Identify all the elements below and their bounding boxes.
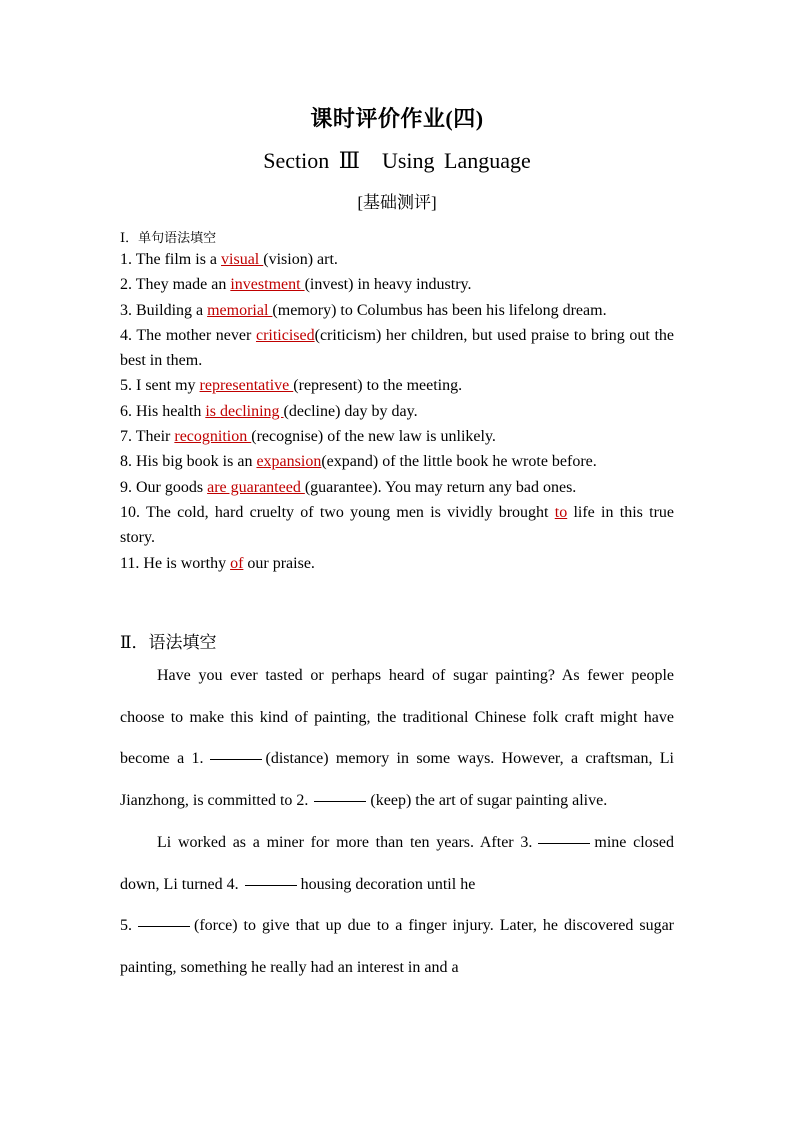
exercise-item [120,500,674,551]
item-text: 8. His big book is an [120,453,257,471]
item-answer: criticised [255,326,315,344]
item-text: (guarantee). You may return any bad ones. [304,478,577,496]
exercise-list [120,247,674,576]
item-text: 5. I sent my [120,377,200,395]
item-text: (recognise) of the new law is unlikely. [251,428,496,446]
item-answer: of [230,554,244,572]
item-text: (vision) art. [263,251,338,268]
item-text: (invest) in heavy industry. [304,276,472,294]
exercise-item [120,399,674,424]
page-title: 课时评价作业(四) [310,106,484,131]
item-answer: representative [199,377,294,395]
exercise-item [120,323,674,374]
exercise-item [120,475,674,500]
item-text: 1. The film is a [120,251,222,268]
item-answer: expansion [256,453,322,471]
exercise-item [120,247,674,272]
item-answer: are guaranteed [207,478,305,496]
passage-text: 5. [120,917,132,935]
item-answer: recognition [174,428,252,446]
blank-5[interactable] [138,926,190,927]
exercise-item [120,272,674,297]
item-text: (decline) day by day. [283,402,418,420]
passage-paragraph-1 [120,655,674,822]
blank-4[interactable] [245,885,297,886]
passage-paragraph-2 [120,822,674,905]
item-text: (represent) to the meeting. [293,377,463,395]
exercise-item [120,298,674,323]
item-answer: is declining [205,402,284,420]
item-text: 3. Building a [120,301,208,319]
assessment-tag: [基础测评] [357,193,437,212]
item-answer: investment [230,276,305,294]
item-text: 6. His health [120,402,206,420]
item-text: (expand) of the little book he wrote before. [321,453,597,471]
item-text: 7. Their [120,428,175,446]
blank-3[interactable] [538,843,590,844]
item-answer: memorial [207,301,273,319]
item-text: life in this true story. [120,503,674,547]
item-answer: visual [221,251,264,268]
blank-2[interactable] [314,801,366,802]
item-text: 10. The cold, hard cruelty of two young men is vividly brought [120,503,555,521]
passage-text: (distance) memory in some ways. However, a craftsman, Li Jianzhong, is committed to 2. [120,750,674,810]
item-text: 2. They made an [120,276,231,294]
exercise-item [120,424,674,449]
part2-heading: Ⅱ．语法填空 [120,633,217,652]
cloze-passage [120,655,674,989]
exercise-item [120,373,674,398]
blank-1[interactable] [210,759,262,760]
item-text: (memory) to Columbus has been his lifelong dream. [272,301,607,319]
section-subtitle: Section Ⅲ Using Language [263,148,531,173]
part1-heading: Ⅰ．单句语法填空 [120,230,217,245]
passage-text: Have you ever tasted or perhaps heard of sugar painting? As fewer people choose to make this kind of painting, the traditional Chinese folk craft might have become a 1. [120,667,674,768]
exercise-item [120,449,674,474]
passage-text: housing decoration until he [300,875,476,893]
exercise-item [120,551,674,576]
passage-paragraph-3 [120,905,674,988]
item-text: 9. Our goods [120,478,208,496]
item-answer: to [554,503,568,521]
passage-text: mine closed down, Li turned 4. [120,833,674,893]
item-text: (criticism) her children, but used praise to bring out the best in them. [120,326,675,370]
passage-text: Li worked as a miner for more than ten years. After 3. [157,833,533,851]
item-text: 11. He is worthy [120,554,231,572]
passage-text: (keep) the art of sugar painting alive. [370,792,608,810]
item-text: 4. The mother never [120,326,256,344]
passage-text: (force) to give that up due to a finger injury. Later, he discovered sugar painting, something he really had an interest in and a [120,917,674,976]
item-text: our praise. [243,554,315,572]
